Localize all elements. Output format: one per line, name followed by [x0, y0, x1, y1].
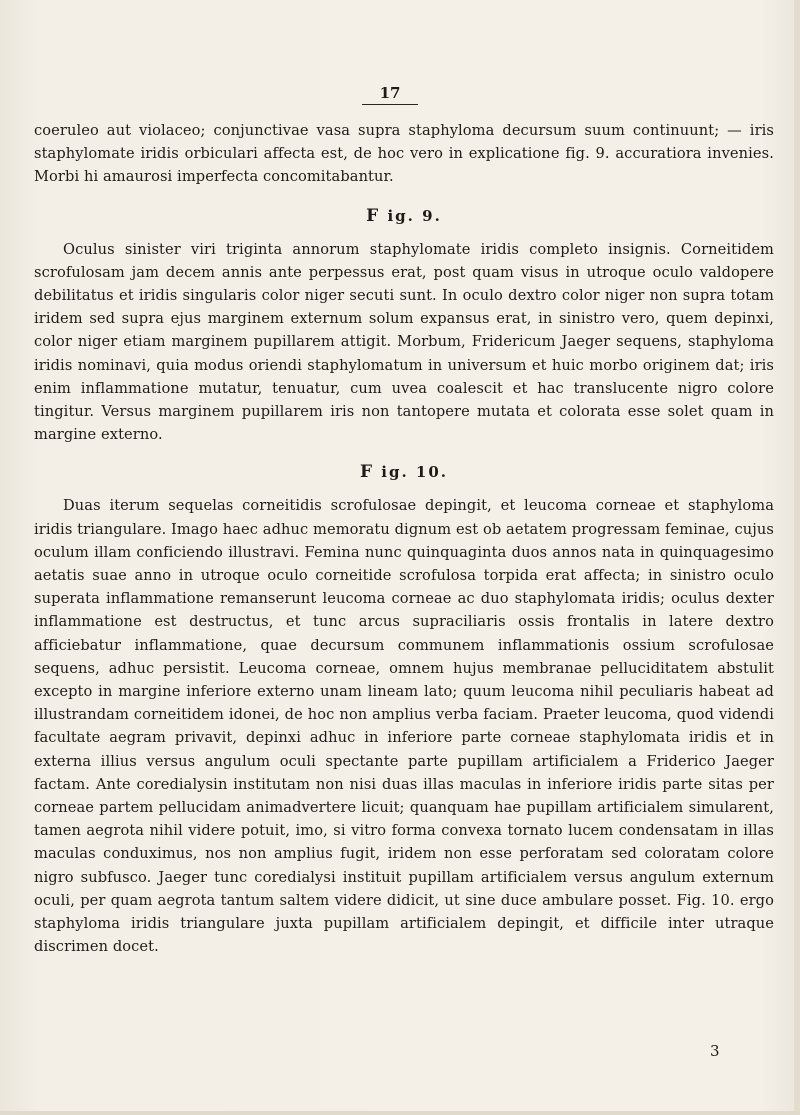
fig-9-heading: [34, 206, 774, 226]
intro-paragraph: coeruleo aut violaceo; conjunctivae vasa supra staphyloma decursum suum continuunt; — iris staphylomate iridis orbiculari affecta est, de hoc vero in explicatione fig. 9. accuratiora invenies. Morbi hi amaurosi imperfecta concomitabantur.: [34, 122, 774, 186]
fig-10-heading-rest: ig.: [381, 463, 409, 482]
main-text: [34, 119, 774, 959]
fig-10-heading-initial: F: [359, 462, 375, 483]
fig-10-heading: [34, 462, 774, 482]
page-edge-right: [794, 0, 800, 1115]
page-edge-bottom: [0, 1111, 800, 1115]
fig-9-paragraph: Oculus sinister viri triginta annorum staphylomate iridis completo insignis. Corneitidem scrofulosam jam decem annis ante perpessus erat, post quam visus in utroque oculo valdopere debilitatus et iridis singularis color niger secuti sunt. In oculo dextro color niger non supra totam iridem sed supra ejus marginem externum solum expansus erat, in sinistro vero, quem depinxi, color niger etiam marginem pupillarem attigit. Morbum, Fridericum Jaeger sequens, staphyloma iridis nominavi, quia modus oriendi staphylomatum in universum et huic morbo originem dat; iris enim inflammatione mutatur, tenuatur, cum uvea coalescit et hac translucente nigro colore tingitur. Versus marginem pupillarem iris non tantopere mutata et colorata esse solet quam in margine externo.: [34, 240, 774, 444]
fig-10-heading-number: 10.: [415, 463, 449, 482]
fig-9-heading-number: 9.: [422, 206, 442, 225]
page-number: 17: [379, 84, 401, 102]
fig-9-heading-rest: ig.: [387, 206, 415, 225]
fig-10-paragraph: Duas iterum sequelas corneitidis scrofulosae depingit, et leucoma corneae et staphyloma iridis triangulare. Imago haec adhuc memoratu dignum est ob aetatem progressam feminae, cujus oculum illam conficiendo illustravi. Femina nunc quinquaginta duos annos nata in quinquagesimo aetatis suae anno in utroque oculo corneitide scrofulosa torpida erat affecta; in sinistro oculo superata inflammatione remanserunt leucoma corneae ac duo staphylomata iridis; oculus dexter inflammatione est destructus, et tunc arcus supraciliaris ossis frontalis in latere dextro afficiebatur inflammatione, quae decursum communem inflammationis ossium scrofulosae sequens, adhuc persistit. Leucoma corneae, omnem hujus membranae pelluciditatem abstulit excepto in margine inferiore externo unam lineam lato; quum leucoma nihil peculiaris habeat ad illustrandam corneitidem idonei, de hoc non amplius verba faciam. Praeter leucoma, quod videndi facultate aegram privavit, depinxi adhuc in inferiore parte corneae staphylomata iridis et in externa illius versus angulum oculi spectante parte pupillam artificialem a Friderico Jaeger factam. Ante coredialysin institutam non nisi duas illas maculas in inferiore iridis parte sitas per corneae partem pellucidam animadvertere licuit; quanquam hae pupillam artificialem simularent, tamen aegrota nihil videre potuit, imo, si vitro forma convexa tornato lucem condensatam in illas maculas conduximus, nos non amplius fugit, iridem non esse perforatam sed coloratam colore nigro subfusco. Jaeger tunc coredialysi instituit pupillam artificialem versus angulum externum oculi, per quam aegrota tantum saltem videre didicit, ut sine duce ambulare posset. Fig. 10. ergo staphyloma iridis triangulare juxta pupillam artificialem depingit, et difficile inter utraque discrimen docet.: [34, 497, 774, 956]
page-number-rule: [362, 104, 418, 105]
signature-mark: 3: [710, 1042, 720, 1060]
fig-9-heading-initial: F: [366, 205, 381, 226]
